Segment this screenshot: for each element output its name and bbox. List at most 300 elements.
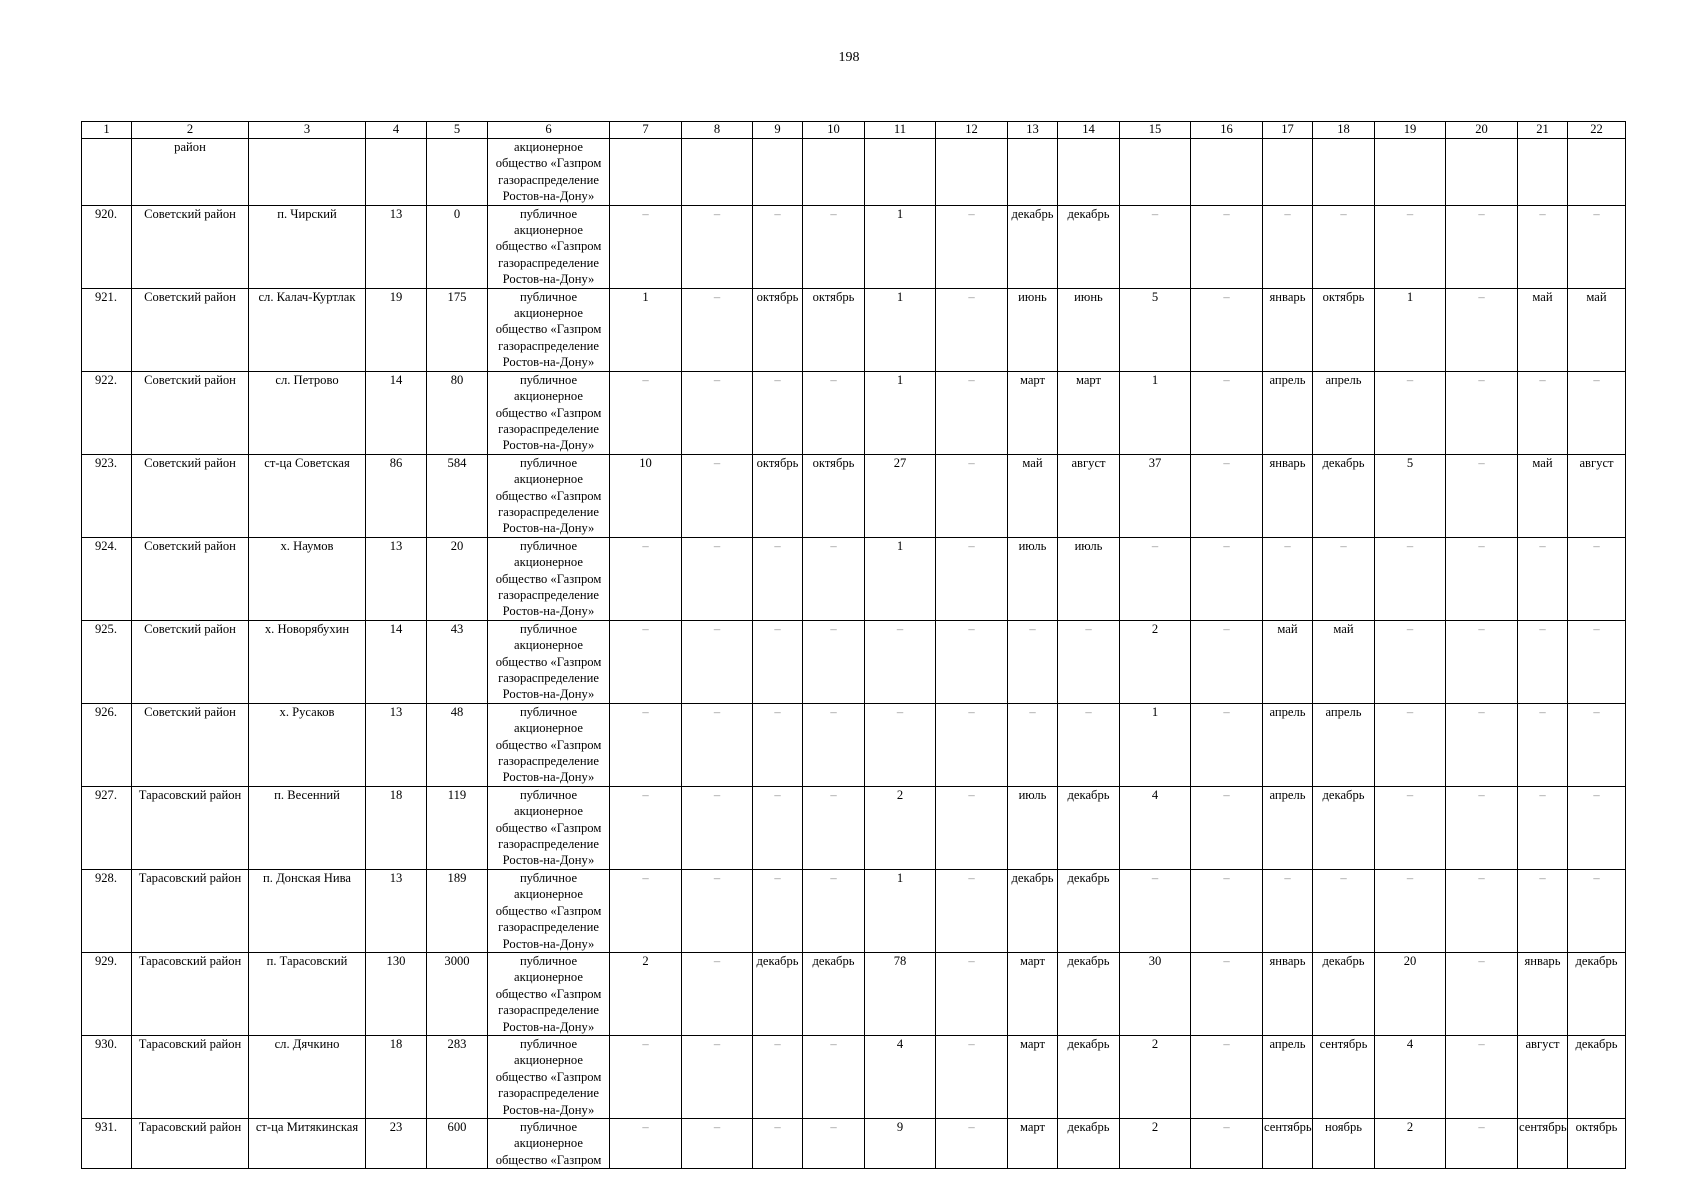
- table-cell-col-17: апрель: [1263, 786, 1313, 869]
- table-cell-col-16: –: [1191, 1118, 1263, 1168]
- table-cell-col-21: –: [1518, 205, 1568, 288]
- table-cell-col-2: Советский район: [132, 205, 249, 288]
- table-cell-col-9: –: [753, 786, 803, 869]
- table-cell-col-9: –: [753, 1035, 803, 1118]
- table-cell-col-18: октябрь: [1313, 288, 1375, 371]
- table-cell-col-15: –: [1120, 205, 1191, 288]
- table-row: [82, 703, 1626, 786]
- table-cell-col-16: [1191, 139, 1263, 206]
- table-cell-col-4: 18: [366, 1035, 427, 1118]
- table-cell-col-22: декабрь: [1568, 952, 1626, 1035]
- table-cell-col-13: декабрь: [1008, 869, 1058, 952]
- column-number-row: [82, 122, 1626, 139]
- table-cell-col-5: 584: [427, 454, 488, 537]
- table-cell-col-22: –: [1568, 620, 1626, 703]
- table-cell-col-22: май: [1568, 288, 1626, 371]
- table-cell-col-18: апрель: [1313, 703, 1375, 786]
- table-cell-col-10: [803, 139, 865, 206]
- table-cell-col-15: 1: [1120, 371, 1191, 454]
- table-cell-col-4: 13: [366, 703, 427, 786]
- table-cell-col-18: [1313, 139, 1375, 206]
- table-cell-col-2: Советский район: [132, 703, 249, 786]
- table-cell-col-18: декабрь: [1313, 454, 1375, 537]
- table-cell-col-20: –: [1446, 1118, 1518, 1168]
- table-cell-col-1: 921.: [82, 288, 132, 371]
- table-cell-col-19: –: [1375, 205, 1446, 288]
- table-cell-col-8: –: [682, 703, 753, 786]
- table-cell-col-15: 37: [1120, 454, 1191, 537]
- table-cell-col-12: –: [936, 537, 1008, 620]
- table-cell-col-10: 10: [803, 122, 865, 139]
- table-cell-col-8: –: [682, 454, 753, 537]
- table-cell-col-8: –: [682, 1035, 753, 1118]
- table-cell-col-8: –: [682, 288, 753, 371]
- table-row: [82, 620, 1626, 703]
- table-cell-col-4: 14: [366, 371, 427, 454]
- table-cell-col-1: 926.: [82, 703, 132, 786]
- table-cell-col-8: –: [682, 786, 753, 869]
- table-cell-col-10: –: [803, 869, 865, 952]
- table-cell-col-15: 4: [1120, 786, 1191, 869]
- table-cell-col-3: п. Донская Нива: [249, 869, 366, 952]
- table-cell-col-12: –: [936, 786, 1008, 869]
- table-cell-col-5: 119: [427, 786, 488, 869]
- table-cell-col-22: август: [1568, 454, 1626, 537]
- table-cell-col-9: –: [753, 869, 803, 952]
- table-cell-col-5: 5: [427, 122, 488, 139]
- table-cell-col-21: –: [1518, 620, 1568, 703]
- table-cell-col-19: –: [1375, 869, 1446, 952]
- table-cell-col-7: –: [610, 703, 682, 786]
- table-cell-col-14: март: [1058, 371, 1120, 454]
- table-cell-col-11: 1: [865, 288, 936, 371]
- table-cell-col-4: 130: [366, 952, 427, 1035]
- table-cell-col-5: 3000: [427, 952, 488, 1035]
- table-cell-col-21: –: [1518, 703, 1568, 786]
- table-cell-col-15: 1: [1120, 703, 1191, 786]
- table-cell-col-21: –: [1518, 537, 1568, 620]
- table-cell-col-3: сл. Дячкино: [249, 1035, 366, 1118]
- table-cell-col-11: 1: [865, 371, 936, 454]
- table-cell-col-19: 20: [1375, 952, 1446, 1035]
- table-cell-col-17: апрель: [1263, 1035, 1313, 1118]
- table-cell-col-20: –: [1446, 371, 1518, 454]
- table-cell-col-17: январь: [1263, 952, 1313, 1035]
- table-cell-col-9: октябрь: [753, 454, 803, 537]
- table-row: [82, 205, 1626, 288]
- table-cell-col-13: декабрь: [1008, 205, 1058, 288]
- table-cell-col-15: 30: [1120, 952, 1191, 1035]
- table-cell-col-16: –: [1191, 454, 1263, 537]
- table-cell-col-2: Советский район: [132, 371, 249, 454]
- table-cell-col-3: п. Чирский: [249, 205, 366, 288]
- table-cell-col-17: –: [1263, 205, 1313, 288]
- table-cell-col-15: 2: [1120, 1035, 1191, 1118]
- table-row: [82, 371, 1626, 454]
- table-cell-col-8: 8: [682, 122, 753, 139]
- table-cell-col-12: –: [936, 454, 1008, 537]
- table-cell-col-9: декабрь: [753, 952, 803, 1035]
- table-cell-col-11: [865, 139, 936, 206]
- table-cell-col-4: 18: [366, 786, 427, 869]
- table-cell-col-4: 19: [366, 288, 427, 371]
- table-cell-col-22: –: [1568, 371, 1626, 454]
- table-cell-col-6: публичное акционерное общество «Газпром газораспределение Ростов-на-Дону»: [488, 703, 610, 786]
- table-cell-col-12: –: [936, 205, 1008, 288]
- table-cell-col-13: –: [1008, 620, 1058, 703]
- table-cell-col-14: июнь: [1058, 288, 1120, 371]
- table-cell-col-14: [1058, 139, 1120, 206]
- table-cell-col-22: –: [1568, 205, 1626, 288]
- table-cell-col-14: –: [1058, 620, 1120, 703]
- table-cell-col-13: март: [1008, 371, 1058, 454]
- table-cell-col-7: [610, 139, 682, 206]
- table-cell-col-5: 20: [427, 537, 488, 620]
- table-cell-col-11: 27: [865, 454, 936, 537]
- table-cell-col-12: 12: [936, 122, 1008, 139]
- table-cell-col-1: 925.: [82, 620, 132, 703]
- table-cell-col-10: –: [803, 1118, 865, 1168]
- table-cell-col-10: –: [803, 1035, 865, 1118]
- table-cell-col-12: –: [936, 869, 1008, 952]
- table-cell-col-5: 189: [427, 869, 488, 952]
- table-cell-col-21: [1518, 139, 1568, 206]
- table-cell-col-1: 931.: [82, 1118, 132, 1168]
- table-cell-col-8: –: [682, 205, 753, 288]
- table-cell-col-17: январь: [1263, 288, 1313, 371]
- table-row: [82, 1118, 1626, 1168]
- table-cell-col-4: 14: [366, 620, 427, 703]
- table-cell-col-18: 18: [1313, 122, 1375, 139]
- table-cell-col-11: 1: [865, 537, 936, 620]
- table-row: [82, 454, 1626, 537]
- table-cell-col-20: –: [1446, 205, 1518, 288]
- table-cell-col-13: март: [1008, 1035, 1058, 1118]
- table-cell-col-9: октябрь: [753, 288, 803, 371]
- table-cell-col-11: 9: [865, 1118, 936, 1168]
- table-cell-col-6: публичное акционерное общество «Газпром газораспределение Ростов-на-Дону»: [488, 537, 610, 620]
- table-cell-col-14: –: [1058, 703, 1120, 786]
- table-cell-col-19: –: [1375, 371, 1446, 454]
- table-cell-col-19: –: [1375, 786, 1446, 869]
- table-cell-col-18: сентябрь: [1313, 1035, 1375, 1118]
- table-cell-col-20: –: [1446, 1035, 1518, 1118]
- table-cell-col-7: 7: [610, 122, 682, 139]
- table-row: [82, 786, 1626, 869]
- table-cell-col-11: 2: [865, 786, 936, 869]
- table-cell-col-14: декабрь: [1058, 952, 1120, 1035]
- table-cell-col-18: декабрь: [1313, 952, 1375, 1035]
- table-cell-col-9: 9: [753, 122, 803, 139]
- table-cell-col-15: 15: [1120, 122, 1191, 139]
- table-row: [82, 537, 1626, 620]
- table-cell-col-13: июнь: [1008, 288, 1058, 371]
- table-row: [82, 869, 1626, 952]
- table-cell-col-5: 0: [427, 205, 488, 288]
- table-cell-col-22: –: [1568, 869, 1626, 952]
- table-cell-col-3: сл. Петрово: [249, 371, 366, 454]
- table-cell-col-18: апрель: [1313, 371, 1375, 454]
- table-cell-col-1: 924.: [82, 537, 132, 620]
- table-cell-col-16: 16: [1191, 122, 1263, 139]
- table-cell-col-14: декабрь: [1058, 869, 1120, 952]
- table-cell-col-9: –: [753, 620, 803, 703]
- table-cell-col-3: 3: [249, 122, 366, 139]
- table-cell-col-17: апрель: [1263, 703, 1313, 786]
- table-cell-col-14: декабрь: [1058, 205, 1120, 288]
- table-cell-col-17: –: [1263, 537, 1313, 620]
- table-cell-col-6: публичное акционерное общество «Газпром газораспределение Ростов-на-Дону»: [488, 1035, 610, 1118]
- table-cell-col-19: 4: [1375, 1035, 1446, 1118]
- table-cell-col-20: [1446, 139, 1518, 206]
- table-cell-col-19: –: [1375, 703, 1446, 786]
- table-cell-col-9: –: [753, 1118, 803, 1168]
- table-cell-col-13: [1008, 139, 1058, 206]
- table-cell-col-20: –: [1446, 288, 1518, 371]
- table-cell-col-19: [1375, 139, 1446, 206]
- table-cell-col-7: –: [610, 537, 682, 620]
- table-cell-col-22: –: [1568, 786, 1626, 869]
- table-cell-col-16: –: [1191, 1035, 1263, 1118]
- table-cell-col-19: –: [1375, 620, 1446, 703]
- table-cell-col-9: –: [753, 371, 803, 454]
- table-cell-col-18: –: [1313, 537, 1375, 620]
- table-cell-col-3: х. Новорябухин: [249, 620, 366, 703]
- table-cell-col-21: –: [1518, 786, 1568, 869]
- table-cell-col-22: декабрь: [1568, 1035, 1626, 1118]
- table-cell-col-16: –: [1191, 371, 1263, 454]
- table-cell-col-7: –: [610, 786, 682, 869]
- table-cell-col-7: –: [610, 620, 682, 703]
- table-cell-col-5: 600: [427, 1118, 488, 1168]
- table-cell-col-11: –: [865, 703, 936, 786]
- table-cell-col-14: декабрь: [1058, 1118, 1120, 1168]
- table-row: [82, 952, 1626, 1035]
- table-cell-col-9: –: [753, 703, 803, 786]
- table-cell-col-10: –: [803, 620, 865, 703]
- table-cell-col-21: –: [1518, 371, 1568, 454]
- table-cell-col-21: май: [1518, 288, 1568, 371]
- table-cell-col-21: май: [1518, 454, 1568, 537]
- table-cell-col-21: август: [1518, 1035, 1568, 1118]
- table-cell-col-15: –: [1120, 869, 1191, 952]
- table-cell-col-14: 14: [1058, 122, 1120, 139]
- table-cell-col-13: май: [1008, 454, 1058, 537]
- table-cell-col-6: публичное акционерное общество «Газпром газораспределение Ростов-на-Дону»: [488, 371, 610, 454]
- table-body: [82, 122, 1626, 1169]
- table-cell-col-14: декабрь: [1058, 1035, 1120, 1118]
- table-cell-col-1: 930.: [82, 1035, 132, 1118]
- table-cell-col-2: Тарасовский район: [132, 869, 249, 952]
- table-cell-col-3: п. Весенний: [249, 786, 366, 869]
- table-cell-col-22: [1568, 139, 1626, 206]
- table-cell-col-20: –: [1446, 454, 1518, 537]
- table-cell-col-5: 43: [427, 620, 488, 703]
- table-cell-col-15: 2: [1120, 1118, 1191, 1168]
- table-cell-col-2: 2: [132, 122, 249, 139]
- table-cell-col-21: сентябрь: [1518, 1118, 1568, 1168]
- table-cell-col-15: 5: [1120, 288, 1191, 371]
- table-cell-col-17: апрель: [1263, 371, 1313, 454]
- table-cell-col-11: 11: [865, 122, 936, 139]
- table-cell-col-9: [753, 139, 803, 206]
- table-cell-col-5: 80: [427, 371, 488, 454]
- table-cell-col-18: ноябрь: [1313, 1118, 1375, 1168]
- table-cell-col-7: 10: [610, 454, 682, 537]
- table-cell-col-21: январь: [1518, 952, 1568, 1035]
- table-cell-col-2: Тарасовский район: [132, 786, 249, 869]
- table-cell-col-20: –: [1446, 786, 1518, 869]
- table-cell-col-15: 2: [1120, 620, 1191, 703]
- table-cell-col-3: х. Русаков: [249, 703, 366, 786]
- table-cell-col-2: район: [132, 139, 249, 206]
- table-cell-col-2: Тарасовский район: [132, 1118, 249, 1168]
- table-cell-col-1: 928.: [82, 869, 132, 952]
- table-cell-col-16: –: [1191, 952, 1263, 1035]
- table-cell-col-17: май: [1263, 620, 1313, 703]
- table-cell-col-19: 19: [1375, 122, 1446, 139]
- table-cell-col-5: [427, 139, 488, 206]
- table-cell-col-3: [249, 139, 366, 206]
- table-cell-col-22: –: [1568, 537, 1626, 620]
- table-cell-col-4: 86: [366, 454, 427, 537]
- table-cell-col-6: публичное акционерное общество «Газпром газораспределение Ростов-на-Дону»: [488, 952, 610, 1035]
- table-cell-col-12: –: [936, 1118, 1008, 1168]
- table-cell-col-11: 1: [865, 205, 936, 288]
- table-cell-col-11: 78: [865, 952, 936, 1035]
- table-cell-col-10: октябрь: [803, 454, 865, 537]
- table-cell-col-19: 5: [1375, 454, 1446, 537]
- table-cell-col-18: –: [1313, 205, 1375, 288]
- table-cell-col-4: 23: [366, 1118, 427, 1168]
- table-cell-col-3: х. Наумов: [249, 537, 366, 620]
- table-cell-col-7: –: [610, 1118, 682, 1168]
- table-cell-col-10: –: [803, 371, 865, 454]
- table-cell-col-10: –: [803, 786, 865, 869]
- table-cell-col-6: публичное акционерное общество «Газпром газораспределение Ростов-на-Дону»: [488, 620, 610, 703]
- table-cell-col-7: 1: [610, 288, 682, 371]
- table-cell-col-4: 13: [366, 869, 427, 952]
- table-cell-col-2: Советский район: [132, 288, 249, 371]
- table-cell-col-9: –: [753, 537, 803, 620]
- table-cell-col-1: 920.: [82, 205, 132, 288]
- data-table: [81, 121, 1626, 1169]
- table-row: [82, 288, 1626, 371]
- table-cell-col-16: –: [1191, 703, 1263, 786]
- table-cell-col-2: Советский район: [132, 454, 249, 537]
- table-cell-col-7: 2: [610, 952, 682, 1035]
- table-cell-col-17: 17: [1263, 122, 1313, 139]
- table-cell-col-6: публичное акционерное общество «Газпром: [488, 1118, 610, 1168]
- table-cell-col-7: –: [610, 1035, 682, 1118]
- table-cell-col-14: июль: [1058, 537, 1120, 620]
- table-cell-col-6: публичное акционерное общество «Газпром газораспределение Ростов-на-Дону»: [488, 205, 610, 288]
- table-cell-col-12: –: [936, 1035, 1008, 1118]
- table-cell-col-8: –: [682, 1118, 753, 1168]
- table-cell-col-4: [366, 139, 427, 206]
- table-cell-col-18: май: [1313, 620, 1375, 703]
- table-cell-col-10: –: [803, 537, 865, 620]
- table-cell-col-1: 923.: [82, 454, 132, 537]
- table-cell-col-13: март: [1008, 1118, 1058, 1168]
- table-cell-col-18: –: [1313, 869, 1375, 952]
- table-cell-col-5: 48: [427, 703, 488, 786]
- table-cell-col-11: 1: [865, 869, 936, 952]
- table-cell-col-12: –: [936, 703, 1008, 786]
- table-cell-col-1: 929.: [82, 952, 132, 1035]
- table-cell-col-18: декабрь: [1313, 786, 1375, 869]
- table-cell-col-20: –: [1446, 537, 1518, 620]
- table-cell-col-16: –: [1191, 786, 1263, 869]
- table-cell-col-11: –: [865, 620, 936, 703]
- table-cell-col-1: 927.: [82, 786, 132, 869]
- table-cell-col-2: Тарасовский район: [132, 952, 249, 1035]
- table-cell-col-22: –: [1568, 703, 1626, 786]
- table-cell-col-17: сентябрь: [1263, 1118, 1313, 1168]
- table-cell-col-6: публичное акционерное общество «Газпром газораспределение Ростов-на-Дону»: [488, 869, 610, 952]
- table-cell-col-8: –: [682, 537, 753, 620]
- table-cell-col-16: –: [1191, 620, 1263, 703]
- table-cell-col-16: –: [1191, 205, 1263, 288]
- table-cell-col-22: 22: [1568, 122, 1626, 139]
- table-cell-col-20: –: [1446, 620, 1518, 703]
- table-cell-col-7: –: [610, 371, 682, 454]
- table-cell-col-12: [936, 139, 1008, 206]
- table-cell-col-20: 20: [1446, 122, 1518, 139]
- table-cell-col-3: ст-ца Советская: [249, 454, 366, 537]
- table-cell-col-20: –: [1446, 952, 1518, 1035]
- table-cell-col-4: 4: [366, 122, 427, 139]
- table-cell-col-4: 13: [366, 537, 427, 620]
- table-cell-col-12: –: [936, 620, 1008, 703]
- table-cell-col-13: 13: [1008, 122, 1058, 139]
- table-cell-col-3: сл. Калач-Куртлак: [249, 288, 366, 371]
- table-cell-col-9: –: [753, 205, 803, 288]
- table-cell-col-11: 4: [865, 1035, 936, 1118]
- table-cell-col-20: –: [1446, 869, 1518, 952]
- table-cell-col-6: публичное акционерное общество «Газпром газораспределение Ростов-на-Дону»: [488, 454, 610, 537]
- table-cell-col-21: 21: [1518, 122, 1568, 139]
- page-number: 198: [838, 50, 860, 65]
- table-cell-col-10: октябрь: [803, 288, 865, 371]
- table-cell-col-6: публичное акционерное общество «Газпром газораспределение Ростов-на-Дону»: [488, 288, 610, 371]
- table-cell-col-5: 175: [427, 288, 488, 371]
- table-cell-col-6: 6: [488, 122, 610, 139]
- table-cell-col-15: [1120, 139, 1191, 206]
- table-cell-col-7: –: [610, 869, 682, 952]
- table-cell-col-2: Советский район: [132, 537, 249, 620]
- table-cell-col-4: 13: [366, 205, 427, 288]
- table-cell-col-8: –: [682, 620, 753, 703]
- table-cell-col-10: декабрь: [803, 952, 865, 1035]
- table-cell-col-14: декабрь: [1058, 786, 1120, 869]
- table-cell-col-8: –: [682, 371, 753, 454]
- table-cell-col-6: публичное акционерное общество «Газпром газораспределение Ростов-на-Дону»: [488, 786, 610, 869]
- table-cell-col-8: –: [682, 952, 753, 1035]
- table-cell-col-13: июль: [1008, 786, 1058, 869]
- table-cell-col-6: акционерное общество «Газпром газораспределение Ростов-на-Дону»: [488, 139, 610, 206]
- table-cell-col-3: п. Тарасовский: [249, 952, 366, 1035]
- table-cell-col-19: 1: [1375, 288, 1446, 371]
- table-cell-col-21: –: [1518, 869, 1568, 952]
- table-cell-col-22: октябрь: [1568, 1118, 1626, 1168]
- table-cell-col-3: ст-ца Митякинская: [249, 1118, 366, 1168]
- table-cell-col-13: –: [1008, 703, 1058, 786]
- table-cell-col-12: –: [936, 952, 1008, 1035]
- table-cell-col-12: –: [936, 371, 1008, 454]
- table-cell-col-1: 1: [82, 122, 132, 139]
- table-cell-col-8: –: [682, 869, 753, 952]
